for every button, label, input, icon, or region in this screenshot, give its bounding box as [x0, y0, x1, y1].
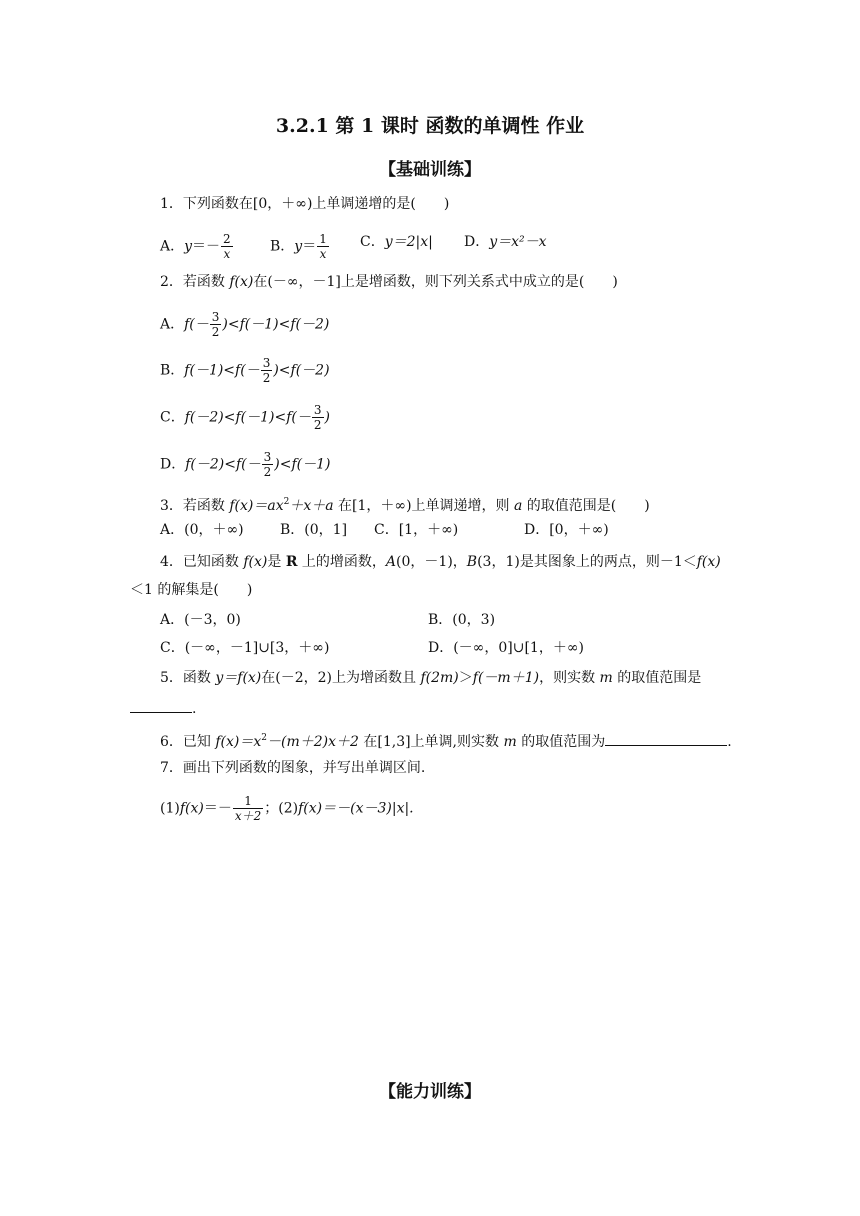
- question-4-stem-line-2: ＜1 的解集是( ): [130, 582, 253, 598]
- question-7-stem: 7．画出下列函数的图象，并写出单调区间.: [160, 760, 426, 776]
- fraction: $\frac{1}{x}$: [319, 232, 327, 261]
- fraction: $\frac{3}{2}$: [211, 310, 220, 339]
- fraction: $\frac{2}{x}$: [223, 232, 231, 261]
- page-title: 3.2.1 第 1 课时 函数的单调性 作业: [275, 115, 585, 137]
- question-5-stem-line-2: .: [130, 698, 196, 719]
- question-2-option-d: D．f(－2)<f(－ $\frac{3}{2}$ )<f(－1): [160, 450, 331, 479]
- answer-blank[interactable]: [605, 731, 727, 746]
- question-1-stem: 1．下列函数在[0，＋∞)上单调递增的是( ): [160, 196, 450, 212]
- question-4-option-b: B．(0，3): [428, 612, 496, 628]
- question-2-stem: 2．若函数 f(x)在(－∞，－1]上是增函数，则下列关系式中成立的是( ): [160, 274, 618, 290]
- question-7-parts: (1)f(x)＝－ $\frac{1}{x+2}$ ；(2)f(x)＝－(x－3)|x|.: [160, 794, 414, 823]
- question-4-option-c: C．(－∞，－1]∪[3，＋∞): [160, 640, 330, 656]
- question-1-option-b: B．y＝ $\frac{1}{x}$: [270, 232, 327, 261]
- answer-blank[interactable]: [130, 698, 192, 713]
- question-1-option-c: C．y＝2|x|: [360, 234, 433, 250]
- fraction: $\frac{3}{2}$: [262, 356, 271, 385]
- section-heading-ability: 【能力训练】: [379, 1082, 481, 1102]
- question-5-stem-line-1: 5．函数 y＝f(x)在(－2，2)上为增函数且 f(2m)＞f(－m＋1)，则实数 m 的取值范围是: [160, 670, 702, 686]
- question-3-option-d: D．[0，＋∞): [524, 522, 609, 538]
- question-3-option-a: A．(0，＋∞): [160, 522, 244, 538]
- fraction: $\frac{3}{2}$: [313, 403, 322, 432]
- fraction: $\frac{3}{2}$: [263, 450, 272, 479]
- question-4-option-d: D．(－∞，0]∪[1，＋∞): [428, 640, 584, 656]
- question-4-option-a: A．(－3，0): [160, 612, 241, 628]
- question-3-option-c: C．[1，＋∞): [374, 522, 459, 538]
- question-1-option-a: A．y＝－ $\frac{2}{x}$: [160, 232, 231, 261]
- question-3-stem: 3．若函数 $f(x)=ax^2+x+a$ 在[1，＋∞)上单调递增，则 a 的取值范围是( ): [160, 497, 650, 514]
- section-heading-basic: 【基础训练】: [379, 160, 481, 180]
- question-3-option-b: B．(0，1]: [280, 522, 348, 538]
- fraction: $\frac{1}{x+2}$: [234, 794, 262, 823]
- question-2-option-a: A．f(－ $\frac{3}{2}$ )<f(－1)<f(－2): [160, 310, 330, 339]
- question-6-stem: 6．已知 $f(x)=x^2-(m+2)x+2$ 在[1,3]上单调,则实数 m 的取值范围为 .: [160, 733, 732, 750]
- question-2-option-c: C．f(－2)<f(－1)<f(－ $\frac{3}{2}$ ): [160, 403, 330, 432]
- question-2-option-b: B．f(－1)<f(－ $\frac{3}{2}$ )<f(－2): [160, 356, 330, 385]
- question-4-stem-line-1: 4．已知函数 f(x)是 R 上的增函数，A(0，－1)，B(3，1)是其图象上的两点，则－1＜f(x): [160, 554, 721, 570]
- question-1-option-d: D．y＝x²－x: [464, 234, 547, 250]
